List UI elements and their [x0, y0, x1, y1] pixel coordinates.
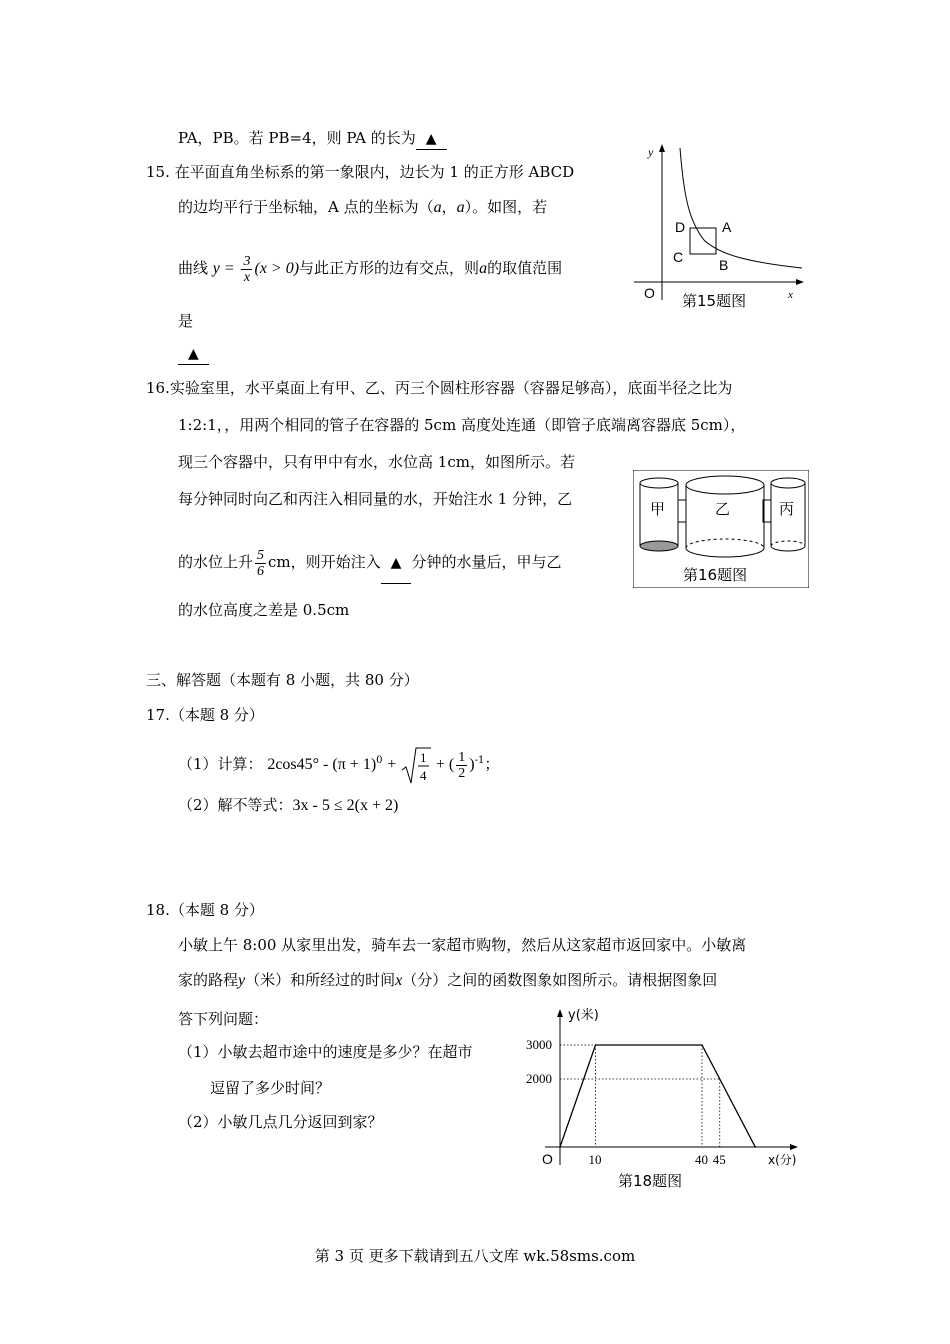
q15-line3c: 的取值范围 — [487, 259, 563, 277]
q15-fraction — [241, 254, 252, 285]
q17-half-num: 1 — [458, 749, 466, 765]
q16-label-jia: 甲 — [650, 500, 666, 518]
q18-line2b: （米）和所经过的时间 — [245, 971, 396, 989]
q16-label-yi: 乙 — [715, 500, 731, 518]
q18-figure — [520, 1005, 810, 1190]
q15-var-a2: a — [456, 199, 465, 216]
q15-label-b: B — [719, 257, 729, 273]
q17-p1-exp0: 0 — [376, 755, 383, 766]
q18-point-3 — [754, 1146, 756, 1148]
q15-line3 — [178, 250, 562, 287]
q15-line4: 是 — [178, 312, 194, 330]
q15-square — [690, 228, 716, 254]
q17-p1-plus2: + ( — [435, 756, 455, 773]
q14-tail-line — [178, 128, 447, 150]
q17-p1-end: ； — [484, 755, 500, 773]
q18-y-arrow — [557, 1009, 563, 1017]
q18-origin: O — [542, 1151, 553, 1167]
q18-line1: 小敏上午 8:00 从家里出发，骑车去一家超市购物，然后从这家超市返回家中。小敏离 — [178, 936, 747, 954]
q16-line5b: cm，则开始注入 — [268, 553, 381, 571]
page-footer: 第 3 页 更多下载请到五八文库 wk.58sms.com — [314, 1247, 636, 1265]
q16-line5 — [178, 542, 561, 584]
q18-var-x: x — [395, 972, 403, 989]
q17-p1-plus: + — [387, 756, 397, 773]
q16-caption: 第16题图 — [683, 566, 748, 584]
q15-figure — [628, 140, 808, 312]
q15-eq-y: y = — [212, 260, 235, 277]
q17-part1 — [178, 740, 499, 786]
q17-p2-expr: 3x - 5 ≤ 2(x + 2) — [292, 797, 399, 814]
q15-axis-x-label: x — [788, 289, 793, 301]
q18-p1b: 逗留了多少时间？ — [210, 1079, 331, 1097]
q16-line1-text: 实验室里，水平桌面上有甲、乙、丙三个圆柱形容器（容器足够高），底面半径之比为 — [169, 379, 733, 397]
q15-y-arrow — [659, 144, 665, 152]
q17-half-den: 2 — [458, 765, 466, 781]
q17-half — [456, 750, 467, 781]
q17-sqrt-num: 1 — [420, 750, 427, 765]
section3-title: 三、解答题（本题有 8 小题，共 80 分） — [146, 671, 419, 689]
q15-caption: 第15题图 — [682, 292, 747, 310]
q16-line2: 1:2:1，，用两个相同的管子在容器的 5cm 高度处连通（即管子底端离容器底 5cm）， — [178, 416, 746, 434]
q18-xtick-2: 45 — [712, 1152, 726, 1167]
q14-answer-blank: ▲ — [416, 129, 447, 150]
q15-line2 — [178, 197, 547, 218]
q15-label-d: D — [675, 219, 686, 235]
q17-sqrt — [401, 744, 431, 786]
q14-tail-text: PA，PB。若 PB=4，则 PA 的长为 — [178, 129, 416, 147]
q15-line1-text: 在平面直角坐标系的第一象限内，边长为 1 的正方形 ABCD — [174, 163, 575, 181]
q16-line5a: 的水位上升 — [178, 553, 254, 571]
q18-point-2 — [701, 1044, 703, 1046]
q16-yi-top — [686, 476, 764, 494]
q18-point-0 — [559, 1146, 561, 1148]
q16-number: 16. — [146, 379, 170, 397]
q18-xtick-1: 40 — [695, 1152, 708, 1167]
q18-xlabel: x(分) — [768, 1153, 797, 1167]
q16-frac-num: 5 — [257, 547, 265, 563]
q18-header: 18.（本题 8 分） — [146, 901, 264, 919]
q15-frac-den: x — [243, 269, 251, 285]
q16-line1 — [146, 378, 732, 398]
q18-var-y: y — [238, 972, 246, 989]
q15-number: 15. — [146, 163, 170, 181]
q15-line2a: 的边均平行于坐标轴，A 点的坐标为（ — [178, 198, 434, 216]
q18-line3: 答下列问题： — [178, 1010, 269, 1028]
q16-answer-blank: ▲ — [381, 543, 412, 584]
q16-line3: 现三个容器中，只有甲中有水，水位高 1cm，如图所示。若 — [178, 453, 575, 471]
q16-fraction — [255, 548, 266, 579]
q15-frac-num: 3 — [243, 253, 251, 269]
q17-p1-expr-a: 2cos45° - (π + 1) — [267, 756, 377, 773]
q18-p1a: （1）小敏去超市途中的速度是多少？在超市 — [178, 1043, 473, 1061]
q17-header: 17.（本题 8 分） — [146, 706, 264, 724]
q18-caption: 第18题图 — [618, 1172, 683, 1190]
q16-label-bing: 丙 — [779, 500, 795, 518]
q16-figure — [633, 470, 809, 588]
q15-cond: (x > 0) — [254, 260, 300, 277]
q18-series-line — [560, 1045, 755, 1147]
q15-answer-line — [178, 343, 209, 365]
q15-hyperbola — [680, 148, 802, 268]
q16-bing-top — [771, 478, 805, 488]
q17-part2 — [178, 795, 398, 816]
q18-ytick-1: 3000 — [526, 1037, 552, 1052]
q15-line2b: ）。如图，若 — [464, 198, 548, 216]
q15-label-c: C — [673, 249, 684, 265]
q18-point-1 — [595, 1044, 597, 1046]
q15-line1 — [146, 162, 574, 182]
q15-answer-blank: ▲ — [178, 344, 209, 365]
q16-jia-top — [640, 478, 678, 488]
q18-line2c: （分）之间的函数图象如图所示。请根据图象回 — [402, 971, 718, 989]
q15-label-a: A — [722, 219, 732, 235]
q15-var-a1: a — [433, 199, 442, 216]
q18-x-arrow — [790, 1144, 798, 1150]
q15-line3a: 曲线 — [178, 259, 209, 277]
q15-line3b: 与此正方形的边有交点，则 — [299, 259, 480, 277]
q16-frac-den: 6 — [257, 563, 265, 579]
q16-line5c: 分钟的水量后，甲与乙 — [411, 553, 562, 571]
q15-origin-label: O — [644, 285, 655, 301]
q18-ylabel: y(米) — [568, 1008, 599, 1023]
q15-axis-y-label: y — [648, 145, 654, 159]
q18-line2a: 家的路程 — [178, 971, 239, 989]
q17-p1-close: ) — [469, 756, 475, 773]
q15-x-arrow — [796, 279, 804, 285]
q15-sep: ， — [441, 198, 457, 216]
q18-xtick-0: 10 — [588, 1152, 602, 1167]
q17-p2-label: （2）解不等式： — [178, 796, 293, 814]
q18-line2 — [178, 970, 717, 991]
q16-line6: 的水位高度之差是 0.5cm — [178, 601, 350, 619]
q17-sqrt-den: 4 — [420, 768, 427, 783]
q16-line4: 每分钟同时向乙和丙注入相同量的水，开始注水 1 分钟，乙 — [178, 490, 573, 508]
q16-jia-water — [640, 541, 678, 551]
q17-p1-label: （1）计算： — [178, 755, 263, 773]
q15-var-a3: a — [479, 260, 488, 277]
q18-p2: （2）小敏几点几分返回到家？ — [178, 1113, 383, 1131]
q17-p1-exp: -1 — [474, 755, 485, 766]
q18-ytick-0: 2000 — [526, 1071, 552, 1086]
